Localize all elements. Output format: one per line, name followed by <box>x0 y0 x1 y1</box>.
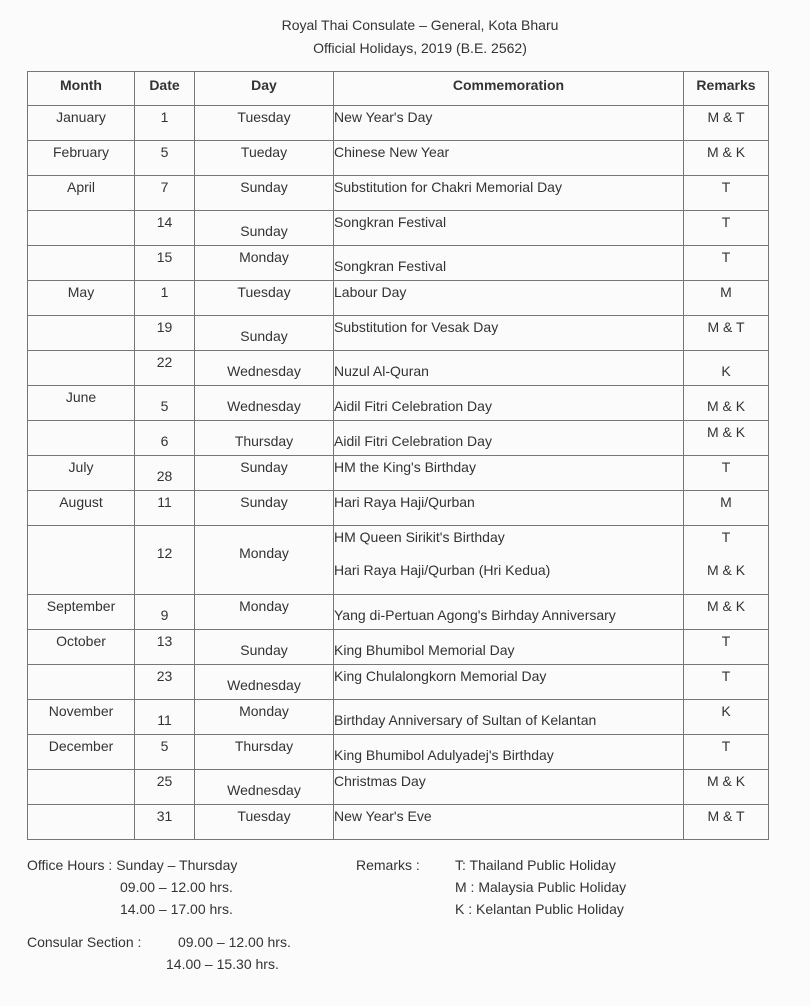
table-header-row <box>28 72 769 106</box>
cell-day <box>195 141 334 176</box>
table-row <box>28 770 769 805</box>
cell-date <box>135 141 195 176</box>
cell-remarks <box>684 700 769 735</box>
cell-day <box>195 176 334 211</box>
date-text: 9 <box>160 607 169 623</box>
cell-commemoration <box>334 700 684 735</box>
cell-date <box>135 246 195 281</box>
month-text: June <box>65 389 97 405</box>
cell-remarks <box>684 456 769 491</box>
cell-remarks <box>684 176 769 211</box>
cell-month <box>28 700 135 735</box>
commemoration-text: Hari Raya Haji/Qurban (Hri Kedua) <box>334 562 551 578</box>
date-text: 5 <box>160 738 169 754</box>
cell-commemoration <box>334 456 684 491</box>
date-text: 23 <box>156 668 173 684</box>
day-text: Monday <box>239 249 289 265</box>
cell-remarks <box>684 770 769 805</box>
remarks-legend-thailand: T: Thailand Public Holiday <box>455 857 616 873</box>
cell-commemoration <box>334 526 684 595</box>
cell-month <box>28 106 135 141</box>
date-text: 13 <box>156 633 173 649</box>
office-hours-label: Office Hours : Sunday – Thursday <box>27 857 238 873</box>
cell-month <box>28 281 135 316</box>
remarks-text: M & K <box>706 773 746 789</box>
table-row <box>28 281 769 316</box>
cell-date <box>135 316 195 351</box>
cell-day <box>195 595 334 630</box>
holidays-table <box>27 71 769 840</box>
cell-day <box>195 281 334 316</box>
day-text: Sunday <box>240 328 288 344</box>
commemoration-text: King Bhumibol Adulyadej's Birthday <box>334 747 554 763</box>
cell-commemoration <box>334 630 684 665</box>
day-text: Thursday <box>234 433 294 449</box>
cell-day <box>195 805 334 840</box>
remarks-text: M & T <box>707 319 745 335</box>
remarks-text: T <box>721 249 731 265</box>
cell-commemoration <box>334 421 684 456</box>
cell-day <box>195 456 334 491</box>
cell-month <box>28 211 135 246</box>
cell-day <box>195 211 334 246</box>
remarks-text: M & K <box>706 398 746 414</box>
date-text: 11 <box>157 494 172 510</box>
day-text: Tuesday <box>237 284 291 300</box>
cell-date <box>135 735 195 770</box>
commemoration-text: Substitution for Vesak Day <box>334 319 499 335</box>
cell-date <box>135 665 195 700</box>
cell-commemoration <box>334 735 684 770</box>
cell-month <box>28 735 135 770</box>
cell-day <box>195 491 334 526</box>
table-row <box>28 630 769 665</box>
cell-remarks <box>684 735 769 770</box>
cell-day <box>195 630 334 665</box>
table-row <box>28 491 769 526</box>
day-text: Tuesday <box>237 109 291 125</box>
cell-day <box>195 316 334 351</box>
remarks-text: M & T <box>707 109 745 125</box>
commemoration-text: Songkran Festival <box>334 258 447 274</box>
commemoration-text: Nuzul Al-Quran <box>334 363 429 379</box>
cell-remarks <box>684 316 769 351</box>
table-row <box>28 351 769 386</box>
remarks-text: T <box>721 633 731 649</box>
remarks-text: M & T <box>707 808 745 824</box>
day-text: Wednesday <box>227 782 301 798</box>
commemoration-text: New Year's Day <box>334 109 433 125</box>
cell-remarks <box>684 211 769 246</box>
day-text: Wednesday <box>227 398 301 414</box>
remarks-text: M & K <box>706 144 746 160</box>
cell-day <box>195 665 334 700</box>
remarks-legend-kelantan: K : Kelantan Public Holiday <box>455 901 624 917</box>
table-row <box>28 735 769 770</box>
date-text: 12 <box>156 545 173 561</box>
cell-month <box>28 351 135 386</box>
table-row <box>28 106 769 141</box>
day-text: Sunday <box>240 642 288 658</box>
cell-month <box>28 770 135 805</box>
table-row <box>28 316 769 351</box>
remarks-legend-malaysia: M : Malaysia Public Holiday <box>455 879 627 895</box>
cell-day <box>195 351 334 386</box>
remarks-text: M & K <box>706 562 746 578</box>
cell-commemoration <box>334 805 684 840</box>
cell-commemoration <box>334 770 684 805</box>
column-header-day: Day <box>195 72 334 106</box>
day-text: Tuesday <box>237 808 291 824</box>
cell-date <box>135 770 195 805</box>
commemoration-text: Labour Day <box>334 284 407 300</box>
date-text: 5 <box>160 144 169 160</box>
day-text: Sunday <box>240 223 288 239</box>
cell-commemoration <box>334 386 684 421</box>
cell-date <box>135 351 195 386</box>
remarks-text: M <box>720 284 732 300</box>
cell-date <box>135 700 195 735</box>
day-text: Monday <box>239 545 289 561</box>
cell-date <box>135 386 195 421</box>
day-text: Thursday <box>234 738 294 754</box>
day-text: Monday <box>239 703 289 719</box>
commemoration-text: Aidil Fitri Celebration Day <box>334 398 492 414</box>
table-row <box>28 526 769 595</box>
month-text: February <box>52 144 110 160</box>
office-hours-morning: 09.00 – 12.00 hrs. <box>120 879 233 895</box>
consular-section-label: Consular Section : <box>27 934 142 950</box>
cell-day <box>195 246 334 281</box>
cell-month <box>28 386 135 421</box>
day-text: Wednesday <box>227 677 301 693</box>
month-text: September <box>46 598 116 614</box>
cell-day <box>195 770 334 805</box>
day-text: Monday <box>239 598 289 614</box>
remarks-text: M & K <box>706 598 746 614</box>
remarks-text: M <box>720 494 732 510</box>
cell-remarks <box>684 491 769 526</box>
date-text: 25 <box>156 773 173 789</box>
day-text: Sunday <box>240 459 288 475</box>
cell-month <box>28 526 135 595</box>
date-text: 11 <box>157 712 172 728</box>
office-hours-afternoon: 14.00 – 17.00 hrs. <box>120 901 233 917</box>
commemoration-text: HM Queen Sirikit's Birthday <box>334 529 505 545</box>
cell-remarks <box>684 595 769 630</box>
cell-day <box>195 106 334 141</box>
cell-commemoration <box>334 176 684 211</box>
cell-date <box>135 421 195 456</box>
commemoration-text: Yang di-Pertuan Agong's Birhday Anniversary <box>334 607 616 623</box>
cell-month <box>28 316 135 351</box>
cell-month <box>28 805 135 840</box>
consular-hours-afternoon: 14.00 – 15.30 hrs. <box>166 956 279 972</box>
date-text: 15 <box>156 249 173 265</box>
cell-month <box>28 595 135 630</box>
cell-month <box>28 491 135 526</box>
cell-day <box>195 700 334 735</box>
remarks-text: T <box>721 214 731 230</box>
date-text: 19 <box>156 319 173 335</box>
cell-date <box>135 630 195 665</box>
commemoration-text: HM the King's Birthday <box>334 459 476 475</box>
month-text: August <box>59 494 103 510</box>
cell-commemoration <box>334 351 684 386</box>
table-row <box>28 456 769 491</box>
cell-commemoration <box>334 141 684 176</box>
cell-date <box>135 491 195 526</box>
cell-remarks <box>684 421 769 456</box>
cell-remarks <box>684 386 769 421</box>
commemoration-text: King Chulalongkorn Memorial Day <box>334 668 547 684</box>
remarks-text: T <box>721 668 731 684</box>
cell-remarks <box>684 106 769 141</box>
table-row <box>28 665 769 700</box>
day-text: Wednesday <box>227 363 301 379</box>
date-text: 6 <box>160 433 169 449</box>
cell-remarks <box>684 281 769 316</box>
cell-remarks <box>684 630 769 665</box>
date-text: 7 <box>160 179 169 195</box>
remarks-text: T <box>721 529 731 545</box>
date-text: 1 <box>160 109 169 125</box>
date-text: 1 <box>160 284 169 300</box>
column-header-remarks: Remarks <box>684 72 769 106</box>
cell-remarks <box>684 805 769 840</box>
month-text: May <box>67 284 95 300</box>
document-subtitle: Official Holidays, 2019 (B.E. 2562) <box>313 40 527 56</box>
remarks-text: T <box>721 179 731 195</box>
commemoration-text: Hari Raya Haji/Qurban <box>334 494 475 510</box>
date-text: 31 <box>156 808 173 824</box>
commemoration-text: New Year's Eve <box>334 808 432 824</box>
remarks-text: M & K <box>706 424 746 440</box>
date-text: 14 <box>156 214 173 230</box>
cell-date <box>135 526 195 595</box>
cell-month <box>28 630 135 665</box>
column-header-commemoration: Commemoration <box>334 72 684 106</box>
document-title: Royal Thai Consulate – General, Kota Bharu <box>281 17 559 33</box>
commemoration-text: Aidil Fitri Celebration Day <box>334 433 492 449</box>
cell-day <box>195 386 334 421</box>
commemoration-text: Substitution for Chakri Memorial Day <box>334 179 562 195</box>
cell-remarks <box>684 526 769 595</box>
cell-commemoration <box>334 211 684 246</box>
cell-commemoration <box>334 106 684 141</box>
cell-date <box>135 805 195 840</box>
commemoration-text: Birthday Anniversary of Sultan of Kelantan <box>334 712 597 728</box>
cell-commemoration <box>334 316 684 351</box>
commemoration-text: King Bhumibol Memorial Day <box>334 642 515 658</box>
cell-day <box>195 421 334 456</box>
cell-month <box>28 176 135 211</box>
month-text: November <box>48 703 114 719</box>
month-text: July <box>68 459 94 475</box>
cell-date <box>135 595 195 630</box>
column-header-date: Date <box>135 72 195 106</box>
cell-remarks <box>684 246 769 281</box>
day-text: Sunday <box>240 494 288 510</box>
table-row <box>28 595 769 630</box>
date-text: 22 <box>156 354 173 370</box>
remarks-text: K <box>721 363 731 379</box>
table-row <box>28 421 769 456</box>
cell-day <box>195 526 334 595</box>
table-row <box>28 246 769 281</box>
month-text: January <box>56 109 106 125</box>
cell-month <box>28 141 135 176</box>
remarks-legend-label: Remarks : <box>356 857 420 873</box>
cell-date <box>135 211 195 246</box>
table-row <box>28 386 769 421</box>
table-row <box>28 700 769 735</box>
day-text: Tueday <box>240 144 288 160</box>
cell-commemoration <box>334 595 684 630</box>
table-row <box>28 141 769 176</box>
cell-commemoration <box>334 491 684 526</box>
month-text: April <box>66 179 95 195</box>
table-row <box>28 805 769 840</box>
month-text: October <box>56 633 106 649</box>
cell-month <box>28 246 135 281</box>
date-text: 5 <box>160 398 169 414</box>
month-text: December <box>48 738 114 754</box>
cell-commemoration <box>334 665 684 700</box>
cell-remarks <box>684 351 769 386</box>
cell-month <box>28 456 135 491</box>
column-header-month: Month <box>28 72 135 106</box>
cell-month <box>28 421 135 456</box>
remarks-text: T <box>721 738 731 754</box>
remarks-text: K <box>721 703 731 719</box>
cell-date <box>135 106 195 141</box>
commemoration-text: Christmas Day <box>334 773 426 789</box>
cell-remarks <box>684 665 769 700</box>
table-row <box>28 211 769 246</box>
cell-commemoration <box>334 281 684 316</box>
cell-remarks <box>684 141 769 176</box>
table-row <box>28 176 769 211</box>
cell-date <box>135 456 195 491</box>
cell-date <box>135 176 195 211</box>
cell-month <box>28 665 135 700</box>
commemoration-text: Chinese New Year <box>334 144 450 160</box>
cell-commemoration <box>334 246 684 281</box>
day-text: Sunday <box>240 179 288 195</box>
cell-date <box>135 281 195 316</box>
date-text: 28 <box>156 468 173 484</box>
cell-day <box>195 735 334 770</box>
remarks-text: T <box>721 459 731 475</box>
consular-hours-morning: 09.00 – 12.00 hrs. <box>178 934 291 950</box>
commemoration-text: Songkran Festival <box>334 214 447 230</box>
